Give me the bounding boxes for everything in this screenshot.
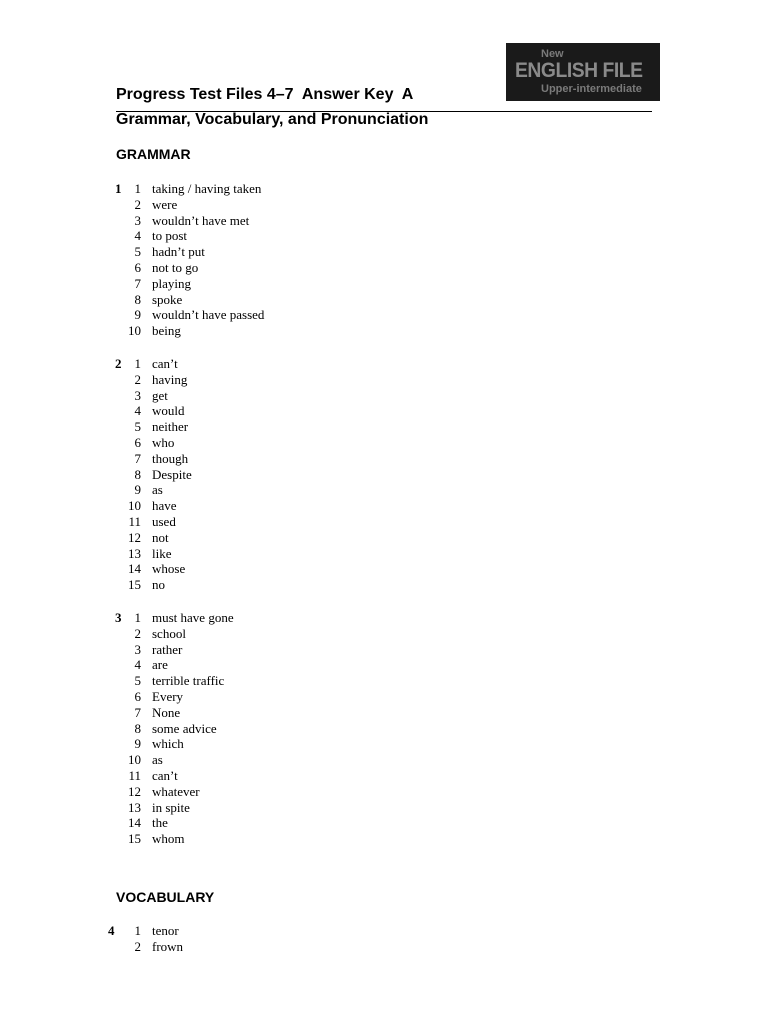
page-title: Progress Test Files 4–7 Answer Key A — [116, 86, 414, 103]
answer-item-number: 9 — [134, 736, 141, 752]
answer-text: some advice — [152, 720, 217, 736]
answer-item-number: 10 — [128, 498, 141, 514]
answer-text: in spite — [152, 799, 190, 815]
answer-item-number: 12 — [128, 529, 141, 545]
answer-item-number: 2 — [134, 938, 141, 954]
answer-item-number: 7 — [134, 450, 141, 466]
answer-text: the — [152, 815, 168, 831]
answer-item-number: 8 — [134, 720, 141, 736]
answer-item-number: 1 — [134, 356, 141, 371]
answer-item-number: 1 — [134, 923, 141, 938]
answer-item-number: 2 — [134, 625, 141, 641]
answer-item-number: 4 — [134, 228, 141, 244]
answer-item-number: 3 — [134, 387, 141, 403]
answer-text: having — [152, 371, 188, 387]
logo-main-label: ENGLISH FILE — [515, 59, 643, 82]
answer-text: which — [152, 736, 184, 752]
answer-item-number: 3 — [134, 641, 141, 657]
section-heading: VOCABULARY — [116, 889, 215, 905]
answer-item-number: 10 — [128, 323, 141, 339]
answer-item-number: 11 — [128, 514, 141, 529]
answer-item-number: 9 — [134, 307, 141, 323]
answer-text: like — [152, 545, 172, 561]
logo-new-label: New — [541, 48, 564, 60]
answer-item-number: 7 — [134, 704, 141, 720]
answer-item-number: 12 — [128, 783, 141, 799]
exercise-number: 4 — [108, 923, 115, 938]
answer-item-number: 14 — [128, 561, 141, 577]
answer-text: whatever — [152, 783, 200, 799]
answer-text: not to go — [152, 260, 199, 275]
answer-text: being — [152, 323, 181, 339]
answer-item-number: 7 — [134, 275, 141, 291]
answer-text: None — [152, 704, 181, 720]
answer-item-number: 5 — [134, 673, 141, 689]
answer-text: tenor — [152, 923, 179, 938]
answer-text: terrible traffic — [152, 673, 225, 689]
answer-text: as — [152, 752, 163, 768]
answer-text: are — [152, 657, 168, 673]
answer-item-number: 1 — [134, 610, 141, 625]
answer-item-number: 13 — [128, 545, 141, 561]
answer-item-number: 13 — [128, 799, 141, 815]
answer-item-number: 15 — [128, 577, 141, 593]
answer-text: spoke — [152, 291, 183, 307]
exercise-number: 1 — [115, 181, 122, 196]
answer-text: frown — [152, 938, 184, 954]
answer-text: though — [152, 450, 189, 466]
answer-item-number: 6 — [134, 260, 141, 275]
answer-text: to post — [152, 228, 188, 244]
answer-text: rather — [152, 641, 183, 657]
answer-item-number: 3 — [134, 212, 141, 228]
answer-text: get — [152, 387, 168, 403]
answer-text: have — [152, 498, 177, 514]
answer-text: wouldn’t have met — [152, 212, 250, 228]
answer-item-number: 5 — [134, 419, 141, 435]
answer-text: whose — [152, 561, 186, 577]
answer-item-number: 5 — [134, 244, 141, 260]
exercise-number: 2 — [115, 356, 122, 371]
answer-text: not — [152, 529, 169, 545]
logo-level-label: Upper-intermediate — [541, 83, 642, 95]
answer-item-number: 10 — [128, 752, 141, 768]
answer-text: can’t — [152, 768, 178, 783]
answer-text: hadn’t put — [152, 244, 205, 260]
answer-text: wouldn’t have passed — [152, 307, 265, 323]
answer-text: school — [152, 625, 186, 641]
answer-item-number: 8 — [134, 466, 141, 482]
answer-text: who — [152, 435, 175, 450]
section-heading: GRAMMAR — [116, 146, 191, 162]
answer-item-number: 11 — [128, 768, 141, 783]
english-file-logo — [506, 43, 660, 101]
answer-item-number: 6 — [134, 689, 141, 704]
answer-text: Despite — [152, 466, 192, 482]
answer-text: can’t — [152, 356, 178, 371]
answer-item-number: 8 — [134, 291, 141, 307]
answer-item-number: 9 — [134, 482, 141, 498]
answer-item-number: 6 — [134, 435, 141, 450]
answer-item-number: 14 — [128, 815, 141, 831]
answer-text: playing — [152, 275, 191, 291]
page-subtitle: Grammar, Vocabulary, and Pronunciation — [116, 111, 429, 128]
answer-item-number: 4 — [134, 403, 141, 419]
answer-text: would — [152, 403, 185, 419]
exercise-number: 3 — [115, 610, 122, 625]
answer-text: Every — [152, 689, 184, 704]
answer-item-number: 1 — [134, 181, 141, 196]
answer-item-number: 2 — [134, 196, 141, 212]
answer-text: no — [152, 577, 165, 593]
answer-text: as — [152, 482, 163, 498]
answer-item-number: 15 — [128, 831, 141, 847]
answer-text: were — [152, 196, 178, 212]
answer-text: neither — [152, 419, 189, 435]
answer-text: whom — [152, 831, 185, 847]
answer-text: taking / having taken — [152, 181, 262, 196]
answer-item-number: 4 — [134, 657, 141, 673]
answer-text: used — [152, 514, 176, 529]
answer-item-number: 2 — [134, 371, 141, 387]
answer-text: must have gone — [152, 610, 234, 625]
